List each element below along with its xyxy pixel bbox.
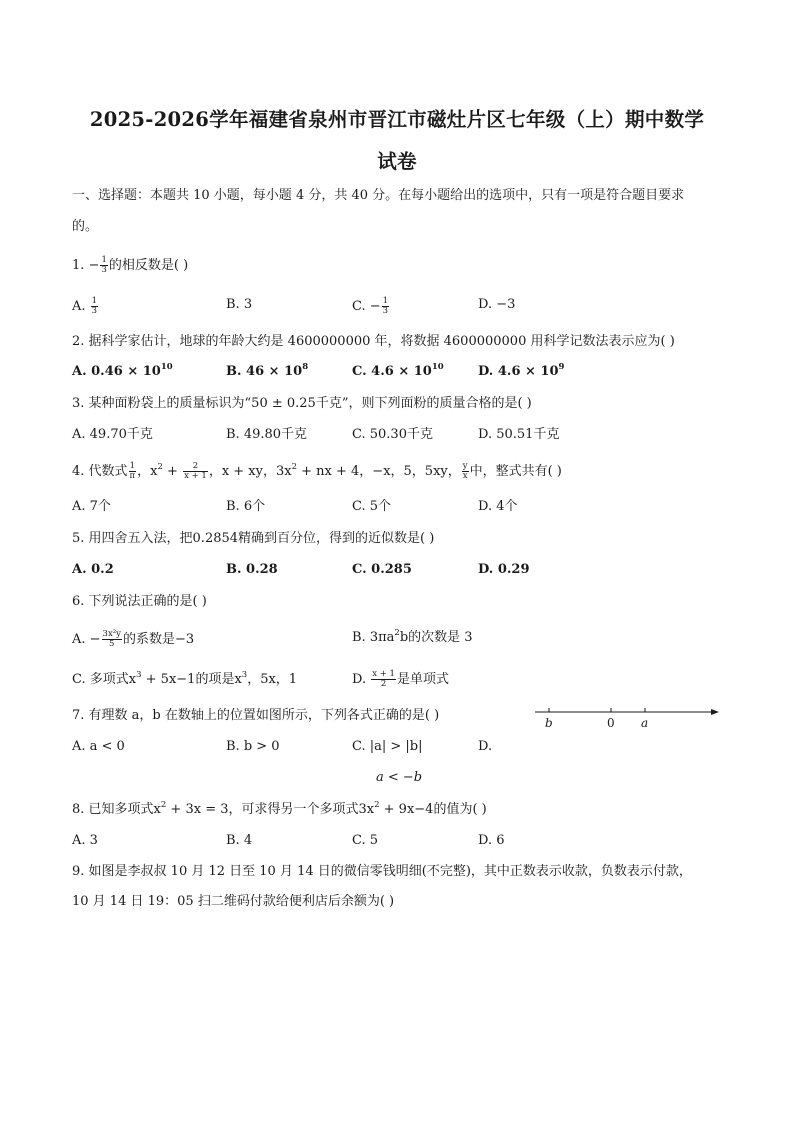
question-4-option-a[interactable]: A. 7个: [72, 499, 111, 514]
question-7-option-c[interactable]: C. |a| > |b|: [352, 739, 423, 754]
question-1-option-b[interactable]: B. 3: [226, 297, 253, 312]
question-5-option-a[interactable]: A. 0.2: [72, 562, 114, 577]
question-8-option-b[interactable]: B. 4: [226, 833, 253, 848]
number-line-label-b: b: [545, 716, 553, 730]
question-2-stem: 2. 据科学家估计，地球的年龄大约是 4600000000 年，将数据 4600000000 用科学记数法表示应为( ): [72, 334, 675, 349]
question-4-stem: 4. 代数式 $\frac{1}{\pi}$ ，$x^2$ + $\frac{2}{x + 1}$ ，x + xy，$3x^2$ + nx + 4，−x，5，5xy， $\frac{y}{x}$ 中，整式共有( ): [72, 461, 562, 481]
question-5-option-b[interactable]: B. 0.28: [226, 562, 278, 577]
exam-title-line1: 2025-2026学年福建省泉州市晋江市磁灶片区七年级（上）期中数学: [89, 108, 705, 131]
question-2-option-c[interactable]: C. $4.6 \times 10^{10}$: [352, 362, 444, 379]
question-1-option-a[interactable]: A. $\frac{1}{3}$: [72, 296, 98, 316]
question-4-option-c[interactable]: C. 5个: [352, 499, 392, 514]
section-instructions-line2: 的。: [72, 219, 99, 234]
question-6-option-d[interactable]: D. $\frac{x + 1}{2}$ 是单项式: [352, 669, 449, 689]
fraction: $\frac{1}{3}$: [101, 255, 107, 275]
number-line-label-a: a: [641, 716, 649, 730]
exam-title-line2: 试卷: [377, 150, 417, 173]
question-6-option-a[interactable]: A. − $\frac{\text{3x²y}}{5}$ 的系数是−3: [72, 629, 195, 649]
question-8-option-a[interactable]: A. 3: [72, 833, 98, 848]
question-3-option-c[interactable]: C. 50.30千克: [352, 427, 433, 442]
question-3-stem: 3. 某种面粉袋上的质量标识为“50 ± 0.25千克”，则下列面粉的质量合格的是( ): [72, 396, 532, 411]
question-1-option-d[interactable]: D. −3: [478, 297, 516, 312]
section-instructions-line1: 一、选择题：本题共 10 小题，每小题 4 分，共 40 分。在每小题给出的选项中，只有一项是符合题目要求: [72, 188, 685, 203]
question-7-option-a[interactable]: A. a < 0: [72, 739, 125, 754]
question-5-option-c[interactable]: C. 0.285: [352, 562, 412, 577]
question-4-option-d[interactable]: D. 4个: [478, 499, 518, 514]
question-7-stem: 7. 有理数 a，b 在数轴上的位置如图所示，下列各式正确的是( ): [72, 708, 440, 723]
question-5-option-d[interactable]: D. 0.29: [478, 562, 530, 577]
question-8-stem: 8. 已知多项式$x^2 + 3x = 3$，可求得另一个多项式$3x^2 + 9x-4$的值为( ): [72, 800, 487, 817]
question-1-stem: 1. − $\frac{1}{3}$ 的相反数是( ): [72, 255, 189, 275]
question-3-option-a[interactable]: A. 49.70千克: [72, 427, 153, 442]
question-4-option-b[interactable]: B. 6个: [226, 499, 266, 514]
question-6-option-c[interactable]: C. 多项式$x^3 + 5x-1$的项是$x^3$，5x，1: [72, 670, 298, 687]
question-1-option-c[interactable]: C. − $\frac{1}{3}$: [352, 296, 389, 316]
question-7-option-d[interactable]: D.: [478, 739, 493, 754]
question-2-option-d[interactable]: D. $4.6 \times 10^9$: [478, 362, 565, 379]
question-7-option-d-expression[interactable]: a < −b: [376, 770, 423, 785]
question-3-option-d[interactable]: D. 50.51千克: [478, 427, 560, 442]
question-9-stem-line1: 9. 如图是李叔叔 10 月 12 日至 10 月 14 日的微信零钱明细(不完整)，其中正数表示收款，负数表示付款，: [72, 864, 692, 879]
number-line-label-0: 0: [607, 716, 615, 730]
question-9-stem-line2: 10 月 14 日 19：05 扫二维码付款给便利店后余额为( ): [72, 894, 395, 909]
question-8-option-c[interactable]: C. 5: [352, 833, 379, 848]
number-line-axis: [535, 704, 720, 718]
question-2-option-b[interactable]: B. $46 \times 10^8$: [226, 362, 309, 379]
question-6-stem: 6. 下列说法正确的是( ): [72, 594, 207, 609]
question-8-option-d[interactable]: D. 6: [478, 833, 505, 848]
question-6-option-b[interactable]: B. $3\pi a^2b$的次数是 3: [352, 628, 473, 645]
question-3-option-b[interactable]: B. 49.80千克: [226, 427, 308, 442]
question-5-stem: 5. 用四舍五入法，把0.2854精确到百分位，得到的近似数是( ): [72, 531, 435, 546]
question-2-option-a[interactable]: A. $0.46 \times 10^{10}$: [72, 362, 173, 379]
question-7-option-b[interactable]: B. b > 0: [226, 739, 280, 754]
number-line-figure: [535, 704, 720, 734]
